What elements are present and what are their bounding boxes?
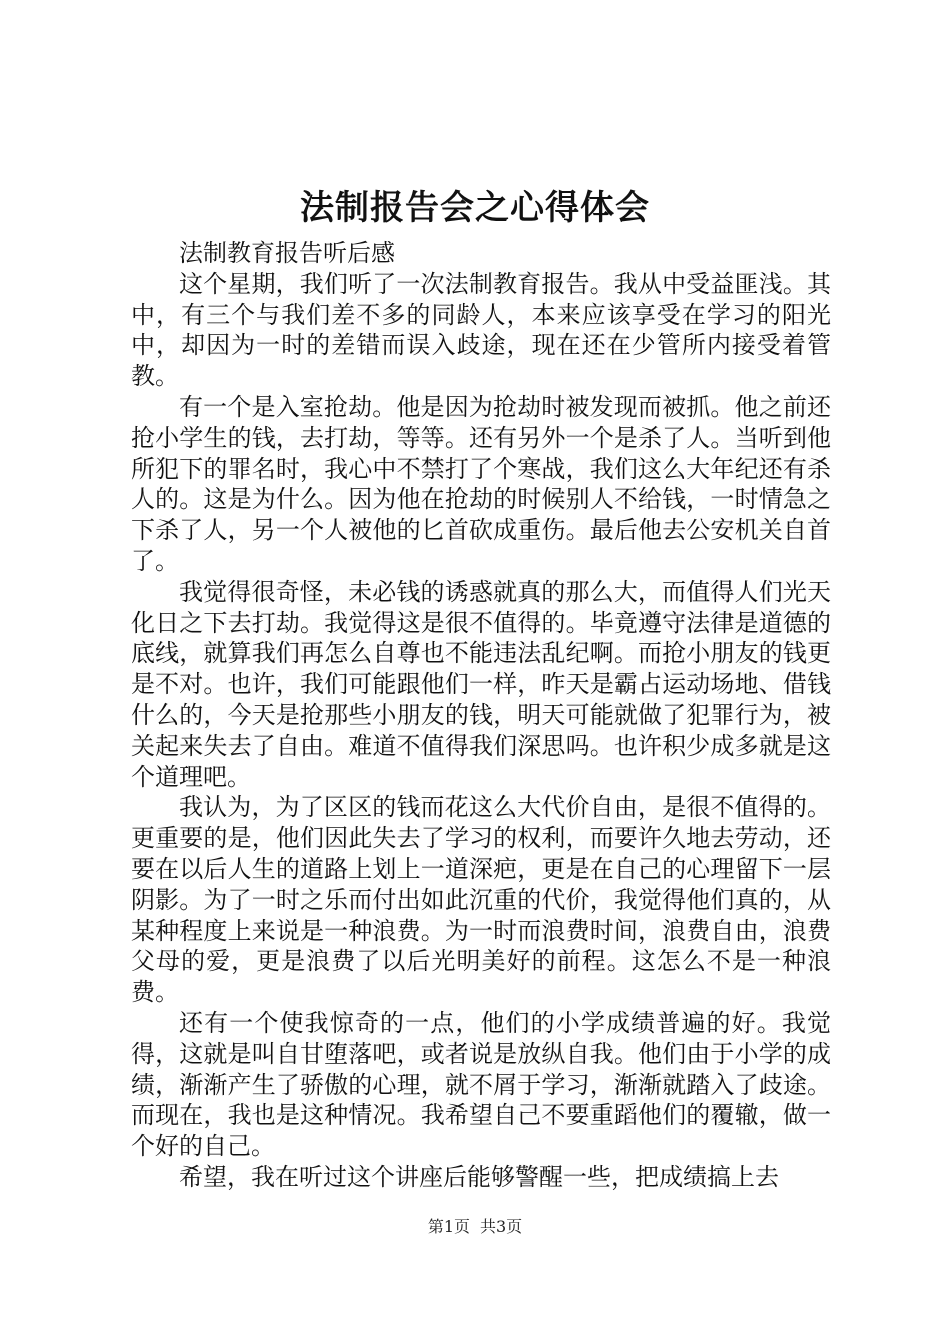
page-footer — [0, 1215, 950, 1239]
paragraph: 我觉得很奇怪，未必钱的诱惑就真的那么大，而值得人们光天化日之下去打劫。我觉得这是很不值得的。毕竟遵守法律是道德的底线，就算我们再怎么自尊也不能违法乱纪啊。而抢小朋友的钱更是不对。也许，我们可能跟他们一样，昨天是霸占运动场地、借钱什么的，今天是抢那些小朋友的钱，明天可能就做了犯罪行为，被关起来失去了自由。难道不值得我们深思吗。也许积少成多就是这个道理吧。 — [131, 577, 831, 791]
paragraph: 这个星期，我们听了一次法制教育报告。我从中受益匪浅。其中，有三个与我们差不多的同龄人，本来应该享受在学习的阳光中，却因为一时的差错而误入歧途，现在还在少管所内接受着管教。 — [131, 269, 831, 391]
document-subtitle: 法制教育报告听后感 — [179, 239, 395, 267]
page-number: 第1页 — [427, 1217, 470, 1236]
paragraph: 还有一个使我惊奇的一点，他们的小学成绩普遍的好。我觉得，这就是叫自甘堕落吧，或者说是放纵自我。他们由于小学的成绩，渐渐产生了骄傲的心理，就不屑于学习，渐渐就踏入了歧途。而现在，我也是这种情况。我希望自己不要重蹈他们的覆辙，做一个好的自己。 — [131, 1008, 831, 1161]
page-total: 共3页 — [480, 1217, 523, 1236]
document-title: 法制报告会之心得体会 — [300, 188, 650, 228]
paragraph: 有一个是入室抢劫。他是因为抢劫时被发现而被抓。他之前还抢小学生的钱，去打劫，等等。还有另外一个是杀了人。当听到他所犯下的罪名时，我心中不禁打了个寒战，我们这么大年纪还有杀人的。这是为什么。因为他在抢劫的时候别人不给钱，一时情急之下杀了人，另一个人被他的匕首砍成重伤。最后他去公安机关自首了。 — [131, 392, 831, 575]
document-body — [131, 238, 831, 1193]
paragraph: 我认为，为了区区的钱而花这么大代价自由，是很不值得的。更重要的是，他们因此失去了学习的权利，而要许久地去劳动，还要在以后人生的道路上划上一道深疤，更是在自己的心理留下一层阴影。为了一时之乐而付出如此沉重的代价，我觉得他们真的，从某种程度上来说是一种浪费。为一时而浪费时间，浪费自由，浪费父母的爱，更是浪费了以后光明美好的前程。这怎么不是一种浪费。 — [131, 793, 831, 1007]
paragraph: 希望，我在听过这个讲座后能够警醒一些，把成绩搞上去 — [179, 1162, 779, 1191]
